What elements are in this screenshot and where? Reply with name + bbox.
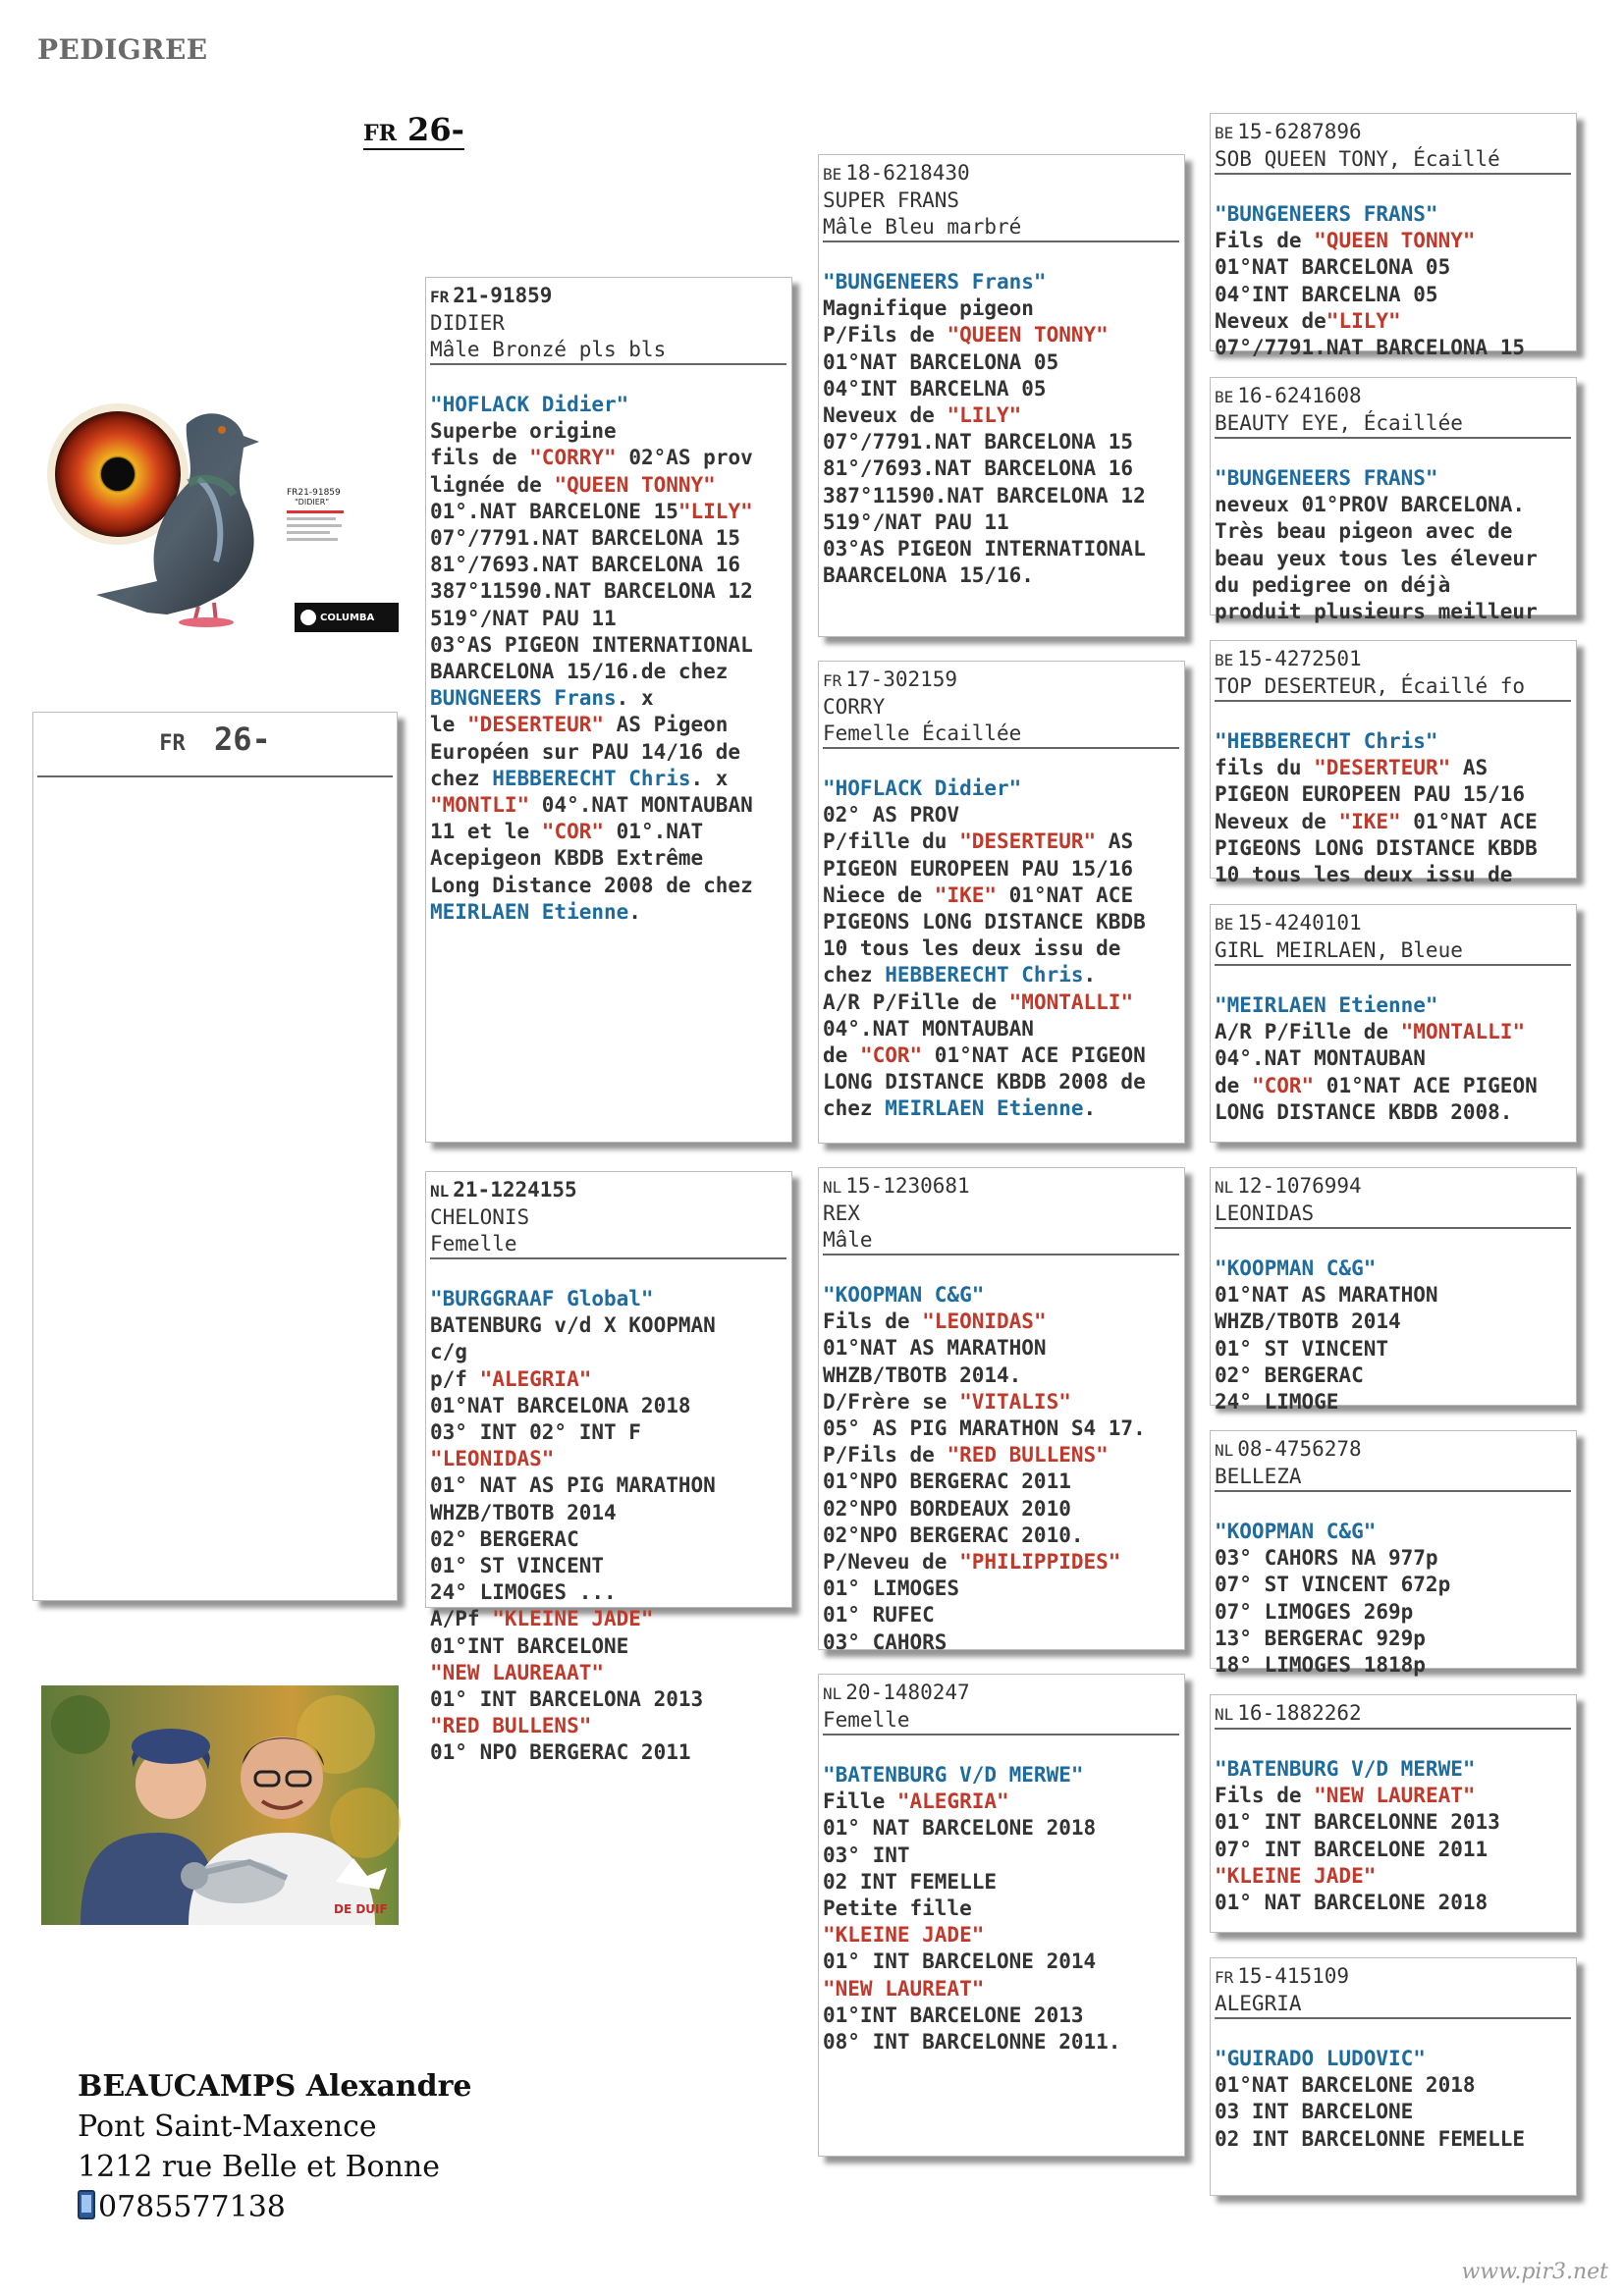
ring-number xyxy=(1215,1436,1571,1464)
pedigree-box-sire-dam-dam xyxy=(1210,904,1577,1143)
note-text: Magnifique pigeon P/Fils de xyxy=(823,296,1034,347)
phone-icon xyxy=(78,2190,95,2219)
country-code: FR xyxy=(430,288,450,306)
ring-value: 15-4272501 xyxy=(1237,647,1362,670)
pigeon-reference: "KLEINE JADE" xyxy=(492,1607,654,1631)
country-code: FR xyxy=(823,671,842,690)
pigeon-name: REX xyxy=(823,1201,860,1225)
pigeon-photo xyxy=(41,385,399,632)
note-text: 07°/7791.NAT BARCELONA 15 xyxy=(1215,336,1526,360)
country-code: NL xyxy=(1215,1705,1234,1724)
pedigree-box-sire xyxy=(425,277,792,1143)
ring-value: 08-4756278 xyxy=(1237,1437,1362,1461)
pigeon-notes xyxy=(430,392,786,926)
pedigree-box-dam xyxy=(425,1171,792,1765)
pedigree-box-dam-dam xyxy=(818,1674,1185,2157)
pigeon-reference: "QUEEN TONNY" xyxy=(1314,229,1476,253)
pigeon-reference: "QUEEN TONNY" xyxy=(947,323,1109,347)
country-code: BE xyxy=(1215,651,1234,669)
breeder-name: "BUNGENEERS FRANS" xyxy=(1215,466,1438,490)
ring-value: 12-1076994 xyxy=(1237,1174,1362,1198)
header-divider xyxy=(823,747,1179,749)
pigeon-notes xyxy=(1215,1519,1571,1679)
pedigree-box-dam-sire-sire xyxy=(1210,1167,1577,1415)
note-text: 04°.NAT MONTAUBAN 11 et le xyxy=(430,793,753,844)
pigeon-name: CHELONIS xyxy=(430,1205,530,1229)
breeder-name: MEIRLAEN Etienne xyxy=(885,1096,1084,1121)
note-text: 05° AS PIG MARATHON S4 17. P/Fils de xyxy=(823,1416,1146,1468)
breeder-name: "KOOPMAN C&G" xyxy=(1215,1520,1377,1543)
ring-value: 21-91859 xyxy=(453,284,553,307)
pigeon-notes xyxy=(823,1762,1179,2056)
breeder-name: "BUNGENEERS FRANS" xyxy=(1215,202,1438,226)
header-divider xyxy=(823,1254,1179,1255)
pigeon-description: Mâle Bleu marbré xyxy=(823,215,1022,239)
pigeon-name: SOB QUEEN TONY, Écaillé xyxy=(1215,147,1500,171)
top-ring-country: FR xyxy=(363,121,397,146)
ring-value: 16-1882262 xyxy=(1237,1701,1362,1725)
note-text: 01°NAT ACE PIGEONS LONG DISTANCE KBDB 10 tous les deux issu de chez xyxy=(823,882,1146,988)
note-text: 01° NAT AS PIG MARATHON WHZB/TBOTB 2014 02° BERGERAC 01° ST VINCENT 24° LIMOGES ... A/Pf xyxy=(430,1473,716,1631)
pigeon-description: Mâle Bronzé pls bls xyxy=(430,338,667,361)
pigeon-reference: "DESERTEUR" xyxy=(1314,756,1451,780)
pigeon-name: CORRY xyxy=(823,695,886,719)
note-text: 01°NAT ACE PIGEON LONG DISTANCE KBDB 2008 de chez xyxy=(823,1043,1146,1121)
pigeon-reference: "ALEGRIA" xyxy=(479,1366,592,1391)
watermark-link[interactable]: www.pir3.net xyxy=(1461,2260,1608,2284)
country-code: FR xyxy=(1215,1968,1234,1987)
pigeon-reference: "KLEINE JADE" xyxy=(1215,1863,1377,1888)
pigeon-reference: "QUEEN TONNY" xyxy=(554,472,716,497)
breeder-name: "KOOPMAN C&G" xyxy=(1215,1256,1377,1280)
note-text: AS PIGEON EUROPEEN PAU 15/16 Niece de xyxy=(823,829,1134,907)
note-text: 01°.NAT Acepigeon KBDB Extrême Long Distance 2008 de chez xyxy=(430,820,753,897)
subject-box xyxy=(32,712,398,1601)
pigeon-name: BELLEZA xyxy=(1215,1465,1302,1488)
family-photo xyxy=(41,1685,399,1925)
pigeon-reference: "LEONIDAS" xyxy=(430,1447,555,1471)
breeder-name: "KOOPMAN C&G" xyxy=(823,1283,985,1307)
note-text: 01°NAT ACE PIGEON LONG DISTANCE KBDB 2008. xyxy=(1215,1073,1538,1124)
note-text: 01° INT BARCELONE 2014 xyxy=(823,1949,1097,1974)
pigeon-notes xyxy=(1215,1756,1571,1916)
country-code: BE xyxy=(1215,124,1234,142)
ring-number xyxy=(1215,646,1571,673)
note-text: . A/R P/Fille de xyxy=(823,963,1097,1014)
ring-number xyxy=(1215,1700,1571,1728)
ring-value: 15-415109 xyxy=(1237,1964,1350,1988)
pigeon-notes xyxy=(1215,465,1571,625)
pigeon-reference: "IKE" xyxy=(1338,809,1401,833)
breeder-name: MEIRLAEN Etienne xyxy=(430,899,629,924)
pedigree-box-dam-dam-sire xyxy=(1210,1694,1577,1933)
breeder-name: "BATENBURG V/D MERWE" xyxy=(823,1763,1084,1787)
pigeon-name: ALEGRIA xyxy=(1215,1992,1302,2015)
note-text: 01°NAT ACE PIGEONS LONG DISTANCE KBDB 10 tous les deux issu de xyxy=(1215,809,1538,887)
note-text: 01° INT BARCELONA 2013 xyxy=(430,1687,704,1712)
pigeon-name: GIRL MEIRLAEN, Bleue xyxy=(1215,938,1463,962)
header-divider xyxy=(1215,173,1571,175)
ring-number xyxy=(823,160,1179,187)
pedigree-box-dam-sire xyxy=(818,1167,1185,1654)
pigeon-description: Femelle xyxy=(823,1708,910,1732)
country-code: BE xyxy=(1215,388,1234,406)
note-text: 01°INT BARCELONE 2013 08° INT BARCELONNE 2011. xyxy=(823,2002,1121,2055)
breeder-name: HEBBERECHT Chris xyxy=(492,766,691,790)
note-text: neveux 01°PROV BARCELONA. Très beau pigeon avec de beau yeux tous les éleveur du pedigree on déjà produit plusieurs meilleur xyxy=(1215,493,1538,624)
note-text: 01°NPO BERGERAC 2011 02°NPO BORDEAUX 2010 02°NPO BERGERAC 2010. P/Neveu de xyxy=(823,1469,1084,1575)
country-code: NL xyxy=(1215,1441,1234,1460)
header-divider xyxy=(823,240,1179,242)
pigeon-reference: "PHILIPPIDES" xyxy=(959,1550,1121,1575)
note-text: 01°NAT BARCELONA 05 04°INT BARCELNA 05 Neveux de xyxy=(823,349,1059,428)
pigeon-description: Mâle xyxy=(823,1228,873,1252)
ring-number xyxy=(430,1177,786,1204)
pigeon-reference: "NEW LAUREAT" xyxy=(1314,1784,1476,1808)
breeder-name: "HOFLACK Didier" xyxy=(430,393,629,416)
pigeon-notes xyxy=(823,775,1179,1123)
note-text: 07°/7791.NAT BARCELONA 15 81°/7693.NAT BARCELONA 16 387°11590.NAT BARCELONA 12 519°/NAT PAU 11 03°AS PIGEON INTERNATIONAL BAARCELONA 15/16. xyxy=(823,430,1146,588)
pigeon-reference: "NEW LAUREAT" xyxy=(823,1976,985,2001)
pigeon-description: Femelle xyxy=(430,1232,517,1255)
pigeon-reference: "MONTALLI" xyxy=(1400,1020,1526,1044)
pigeon-notes xyxy=(823,269,1179,589)
pigeon-reference: "RED BULLENS" xyxy=(947,1443,1109,1468)
header-divider xyxy=(1215,1728,1571,1730)
photo-brand-label: COLUMBA xyxy=(320,613,375,623)
pedigree-box-sire-sire-sire xyxy=(1210,113,1577,360)
country-code: NL xyxy=(823,1178,842,1197)
ring-number xyxy=(1215,383,1571,410)
pedigree-box-dam-dam-dam xyxy=(1210,1957,1577,2196)
country-code: BE xyxy=(823,165,842,184)
breeder-name: HEBBERECHT Chris xyxy=(885,963,1084,988)
breeder-name: BUNGNEERS Frans xyxy=(430,686,617,711)
pedigree-box-sire-sire xyxy=(818,154,1185,637)
pigeon-notes xyxy=(430,1286,786,1767)
pigeon-reference: "RED BULLENS" xyxy=(430,1714,592,1738)
note-text: . xyxy=(628,899,641,924)
ring-value: 21-1224155 xyxy=(453,1178,577,1201)
owner-phone-row xyxy=(78,2187,471,2227)
breeder-name: "HEBBERECHT Chris" xyxy=(1215,729,1438,753)
note-text: 07°/7791.NAT BARCELONA 15 81°/7693.NAT BARCELONA 16 387°11590.NAT BARCELONA 12 519°/NAT PAU 11 03°AS PIGEON INTERNATIONAL BAARCELONA 15/16.de chez xyxy=(430,526,753,684)
subject-ring-number xyxy=(33,713,397,758)
subject-country: FR xyxy=(159,731,186,756)
note-text: . x xyxy=(690,766,729,790)
note-text: 02°AS prov lignée de xyxy=(430,446,753,497)
pigeon-reference: "VITALIS" xyxy=(959,1389,1071,1414)
top-ring-value: 26- xyxy=(407,111,464,148)
header-divider xyxy=(1215,1490,1571,1492)
ring-number xyxy=(1215,910,1571,937)
pigeon-reference: "CORRY" xyxy=(529,446,617,470)
ring-number xyxy=(823,1173,1179,1201)
pigeon-reference: "ALEGRIA" xyxy=(896,1789,1009,1814)
pigeon-reference: "LILY" xyxy=(947,403,1022,428)
ring-value: 18-6218430 xyxy=(845,161,970,185)
breeder-name: "BATENBURG V/D MERWE" xyxy=(1215,1757,1476,1781)
pigeon-notes xyxy=(1215,992,1571,1126)
header-divider xyxy=(1215,1227,1571,1229)
ring-value: 15-1230681 xyxy=(845,1174,970,1198)
note-text: 01°.NAT BARCELONE 15 xyxy=(430,499,678,523)
pigeon-reference: "LEONIDAS" xyxy=(922,1309,1047,1334)
pigeon-reference: "LILY" xyxy=(677,499,753,523)
note-text: A/R P/Fille de xyxy=(1215,1020,1389,1044)
country-code: BE xyxy=(1215,915,1234,934)
note-text: 04°.NAT MONTAUBAN de xyxy=(823,1016,1034,1068)
ring-value: 20-1480247 xyxy=(845,1681,970,1704)
country-code: NL xyxy=(1215,1178,1234,1197)
pigeon-reference: "IKE" xyxy=(934,882,998,907)
ring-number xyxy=(1215,119,1571,146)
header-divider xyxy=(1215,2017,1571,2019)
pigeon-notes xyxy=(823,1282,1179,1656)
note-text: Fille xyxy=(823,1789,886,1814)
note-text: Superbe origine fils de xyxy=(430,419,617,470)
top-ring-number xyxy=(363,111,464,150)
pigeon-notes xyxy=(1215,1255,1571,1415)
ring-number xyxy=(823,667,1179,694)
header-divider xyxy=(1215,964,1571,966)
header-divider xyxy=(1215,437,1571,439)
breeder-name: "GUIRADO LUDOVIC" xyxy=(1215,2047,1426,2070)
ring-number xyxy=(1215,1963,1571,1991)
note-text: fils du xyxy=(1215,756,1302,780)
header-divider xyxy=(1215,700,1571,702)
note-text: Fils de xyxy=(1215,1784,1302,1808)
pigeon-notes xyxy=(1215,201,1571,361)
country-code: NL xyxy=(430,1182,450,1201)
header-divider xyxy=(430,1257,786,1259)
note-text: 01°INT BARCELONE xyxy=(430,1633,629,1658)
note-text: BATENBURG v/d X KOOPMAN c/g p/f xyxy=(430,1313,716,1391)
pigeon-name: BEAUTY EYE, Écaillée xyxy=(1215,411,1463,435)
owner-address: 1212 rue Belle et Bonne xyxy=(78,2150,440,2184)
pedigree-box-sire-dam xyxy=(818,661,1185,1144)
note-text: 02° AS PROV P/fille du xyxy=(823,803,960,854)
pedigree-box-sire-dam-sire xyxy=(1210,640,1577,887)
pigeon-reference: "DESERTEUR" xyxy=(466,713,605,737)
header-divider xyxy=(430,363,786,365)
note-text: 01° NAT BARCELONE 2018 xyxy=(1215,1891,1489,1915)
pigeon-reference: "NEW LAUREAAT" xyxy=(430,1660,605,1684)
pigeon-notes xyxy=(1215,728,1571,888)
pedigree-box-dam-sire-dam xyxy=(1210,1430,1577,1678)
owner-info xyxy=(78,2066,471,2227)
ring-number xyxy=(430,283,786,310)
note-text: 01°NAT AS MARATHON WHZB/TBOTB 2014. D/Frère se xyxy=(823,1336,1047,1414)
note-text: 01° NPO BERGERAC 2011 xyxy=(430,1740,691,1765)
pigeon-notes xyxy=(1215,2046,1571,2153)
breeder-name: "MEIRLAEN Etienne" xyxy=(1215,993,1438,1017)
pigeon-name: TOP DESERTEUR, Écaillé fo xyxy=(1215,674,1526,698)
breeder-name: "BURGGRAAF Global" xyxy=(430,1287,654,1310)
note-text: AS PIGEON EUROPEEN PAU 15/16 Neveux de xyxy=(1215,756,1526,833)
pigeon-reference: "COR" xyxy=(859,1043,923,1068)
subject-ring-value: 26- xyxy=(213,721,271,758)
pigeon-name: LEONIDAS xyxy=(1215,1201,1315,1225)
family-brand-label: DE DUIF xyxy=(334,1902,388,1916)
ring-value: 15-4240101 xyxy=(1237,911,1362,934)
pigeon-name: SUPER FRANS xyxy=(823,188,960,212)
note-text: 03° CAHORS NA 977p 07° ST VINCENT 672p 07° LIMOGES 269p 13° BERGERAC 929p 18° LIMOGES 1818p xyxy=(1215,1546,1451,1678)
ring-value: 15-6287896 xyxy=(1237,120,1362,143)
note-text: . xyxy=(1083,1096,1097,1121)
pigeon-reference: "COR" xyxy=(541,820,605,844)
ring-number xyxy=(823,1680,1179,1707)
breeder-name: "HOFLACK Didier" xyxy=(823,776,1022,800)
pigeon-reference: "MONTLI" xyxy=(430,793,530,818)
pigeon-reference: "LILY" xyxy=(1326,308,1401,333)
ring-number xyxy=(1215,1173,1571,1201)
photo-caption-ring: FR21-91859 xyxy=(287,488,341,498)
header-divider xyxy=(823,1734,1179,1735)
country-code: NL xyxy=(823,1684,842,1703)
ring-value: 17-302159 xyxy=(845,667,958,691)
owner-city: Pont Saint-Maxence xyxy=(78,2109,377,2144)
pigeon-reference: "KLEINE JADE" xyxy=(823,1923,985,1948)
note-text: Fils de xyxy=(1215,229,1302,253)
note-text: AS Pigeon Européen sur PAU 14/16 de chez xyxy=(430,713,741,790)
note-text: . x le xyxy=(430,686,654,737)
pigeon-description: Femelle Écaillée xyxy=(823,721,1022,745)
breeder-name: "BUNGENEERS Frans" xyxy=(823,270,1047,294)
note-text: 01° LIMOGES 01° RUFEC 03° CAHORS xyxy=(823,1576,960,1654)
note-text: 01°NAT BARCELONA 05 04°INT BARCELNA 05 Neveux de xyxy=(1215,255,1451,333)
pigeon-name: DIDIER xyxy=(430,311,505,335)
pigeon-reference: "MONTALLI" xyxy=(1008,989,1134,1014)
page-title: PEDIGREE xyxy=(37,33,208,66)
subject-divider xyxy=(37,775,393,777)
pedigree-box-sire-sire-dam xyxy=(1210,377,1577,624)
photo-caption-name: "DIDIER" xyxy=(295,498,330,507)
note-text: 01°NAT AS MARATHON WHZB/TBOTB 2014 01° ST VINCENT 02° BERGERAC 24° LIMOGE xyxy=(1215,1283,1438,1415)
pigeon-reference: "COR" xyxy=(1251,1073,1315,1097)
ring-value: 16-6241608 xyxy=(1237,384,1362,407)
note-text: 04°.NAT MONTAUBAN de xyxy=(1215,1046,1426,1097)
note-text: 01°NAT BARCELONE 2018 03 INT BARCELONE 02 INT BARCELONNE FEMELLE xyxy=(1215,2073,1526,2151)
note-text: Fils de xyxy=(823,1309,910,1334)
note-text: 01°NAT BARCELONA 2018 03° INT 02° INT F xyxy=(430,1393,691,1445)
owner-name: BEAUCAMPS Alexandre xyxy=(78,2069,472,2104)
note-text: 01° NAT BARCELONE 2018 03° INT 02 INT FEMELLE Petite fille xyxy=(823,1816,1097,1921)
pigeon-reference: "DESERTEUR" xyxy=(959,829,1097,854)
note-text: 01° INT BARCELONNE 2013 07° INT BARCELONE 2011 xyxy=(1215,1810,1500,1861)
owner-phone: 0785577138 xyxy=(98,2190,286,2224)
